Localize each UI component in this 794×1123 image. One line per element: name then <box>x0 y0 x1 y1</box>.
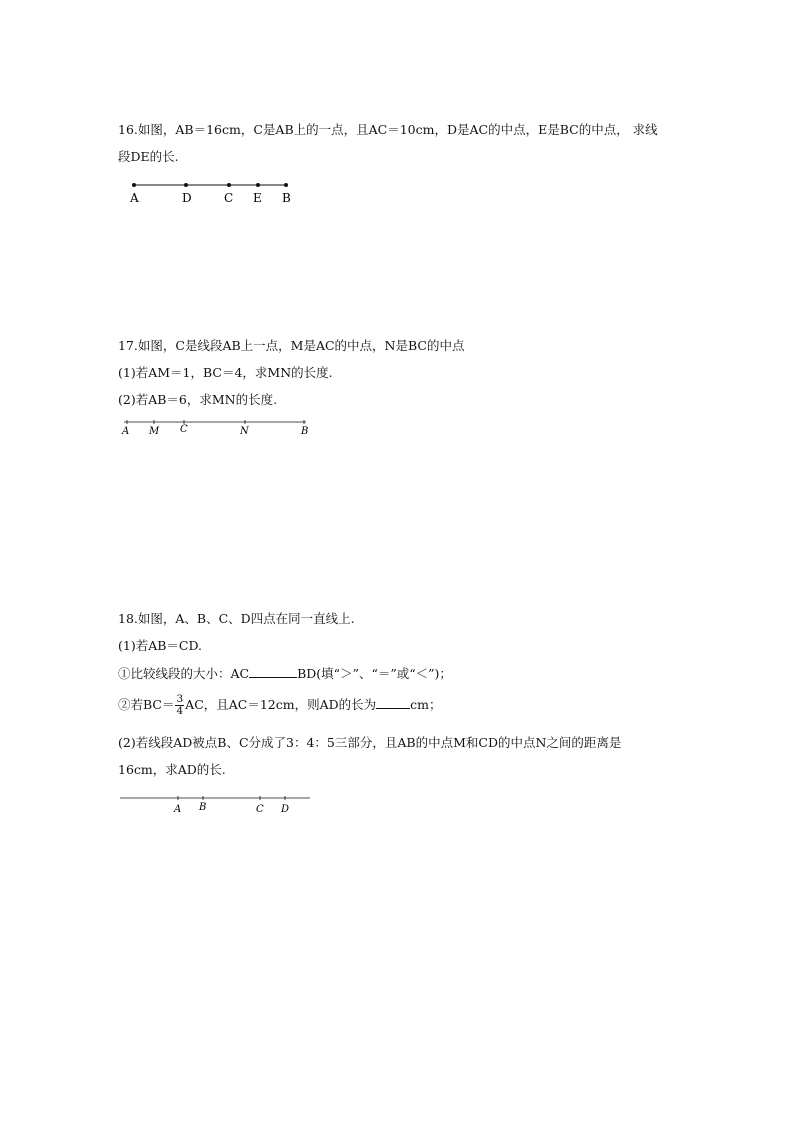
q17-text-line2: (1)若AM＝1，BC＝4，求MN的长度. <box>118 365 333 380</box>
q18-label-a: A <box>174 804 182 815</box>
q17-label-b: B <box>301 426 309 437</box>
q17-text-line1: 17.如图，C是线段AB上一点，M是AC的中点，N是BC的中点 <box>118 338 465 353</box>
q18-line4-part2: AC，且AC＝12cm，则AD的长为 <box>185 697 377 712</box>
q16-label-c: C <box>224 191 234 205</box>
q17-label-a: A <box>122 426 130 437</box>
q18-label-b: B <box>199 802 207 813</box>
q16-text-line1: 16.如图，AB＝16cm，C是AB上的一点，且AC＝10cm，D是AC的中点，E是BC的中点， 求线 <box>118 122 658 137</box>
fraction-numerator: 3 <box>176 693 184 705</box>
q17-label-c: C <box>180 424 188 435</box>
q16-label-e: E <box>253 191 262 205</box>
fraction-denominator: 4 <box>176 705 184 717</box>
q18-text-line5: (2)若线段AD被点B、C分成了3：4：5三部分，且AB的中点M和CD的中点N之间的距离是 <box>118 735 622 750</box>
q18-line4-part3: cm； <box>410 697 442 712</box>
q16-label-b: B <box>282 191 291 205</box>
q18-line4-part1: ②若BC＝ <box>118 697 175 712</box>
q16-label-d: D <box>182 191 192 205</box>
q18-label-c: C <box>256 804 264 815</box>
q18-text-line2: (1)若AB＝CD. <box>118 638 203 653</box>
q17-label-n: N <box>240 426 249 437</box>
q17-label-m: M <box>149 426 160 437</box>
q18-line3-part1: ①比较线段的大小：AC <box>118 666 250 681</box>
q16-text-line2: 段DE的长. <box>118 149 179 164</box>
q18-line3-part2: BD(填“＞”、“＝”或“＜”)； <box>297 666 452 681</box>
q18-text-line1: 18.如图，A、B、C、D四点在同一直线上. <box>118 611 355 626</box>
q18-label-d: D <box>281 804 290 815</box>
q17-text-line3: (2)若AB＝6，求MN的长度. <box>118 392 278 407</box>
q16-label-a: A <box>130 191 139 205</box>
q18-text-line6: 16cm，求AD的长. <box>118 762 226 777</box>
